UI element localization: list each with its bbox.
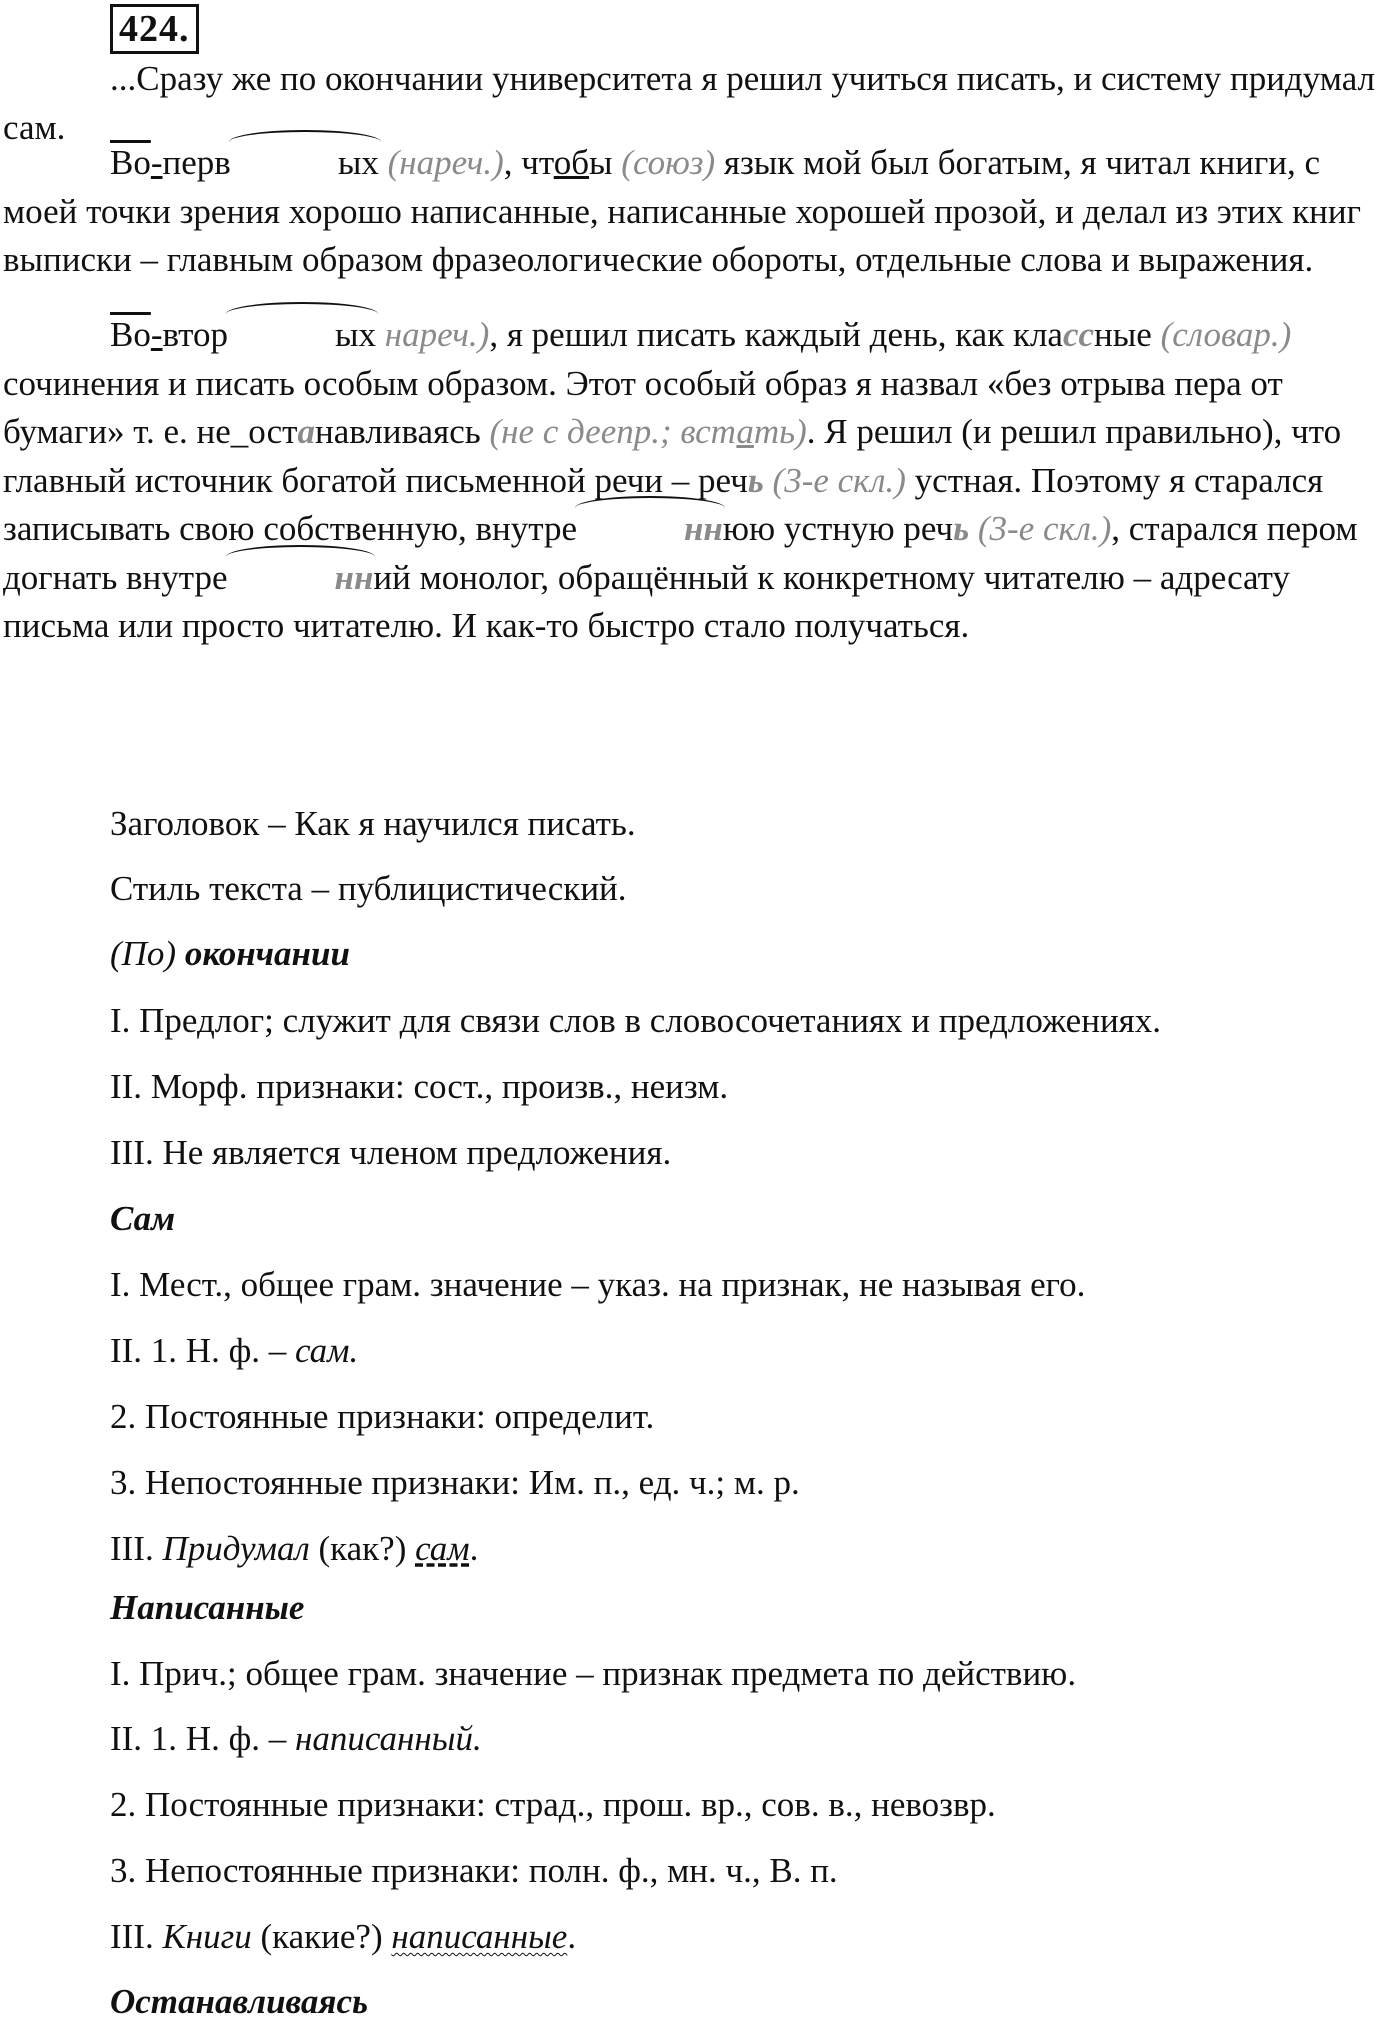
word-part: ные — [1094, 315, 1152, 354]
title-line: Заголовок – Как я научился писать. — [110, 804, 636, 843]
section-heading: Написанные — [110, 1588, 305, 1627]
text-run: . Я решил (и решил правильно), что главный источник богатой письменной речи – реч — [3, 412, 1342, 500]
grammar-note: (нареч.) — [378, 143, 504, 182]
text-run: написанный. — [295, 1719, 482, 1758]
text-run: III. — [110, 1917, 163, 1956]
ending-mark: ых — [228, 311, 376, 360]
word-part: ост — [248, 412, 298, 451]
grammar-note: (словар.) — [1151, 315, 1292, 354]
analysis-line — [110, 1715, 482, 1763]
heading-part: (По) — [110, 934, 177, 973]
word-part: перв — [162, 143, 231, 182]
spelling-highlight: ь — [953, 509, 970, 548]
word-part: Во — [110, 315, 151, 354]
word-part: - — [150, 315, 163, 354]
analysis-line: 2. Постоянные признаки: страд., прош. вр., сов. в., невозвр. — [110, 1785, 996, 1824]
heading-part: окончании — [176, 934, 350, 973]
exercise-number: 424. — [110, 4, 199, 54]
word-part: втор — [162, 315, 229, 354]
text-run: (как?) — [309, 1529, 416, 1568]
text-run: II. 1. Н. ф. – — [110, 1331, 296, 1370]
text-run: сам. — [295, 1331, 359, 1370]
grammar-note: (не с деепр.; вст — [480, 412, 737, 451]
text-run: , я решил писать каждый день, как кла — [489, 315, 1063, 354]
analysis-line — [110, 1525, 478, 1573]
word-part: - — [150, 143, 163, 182]
analysis-line: I. Предлог; служит для связи слов в словосочетаниях и предложениях. — [110, 1001, 1162, 1040]
spelling-highlight: а — [297, 412, 315, 451]
spelling-highlight: ь — [747, 460, 764, 500]
word-part: _ — [230, 412, 249, 451]
paragraph-intro: ...Сразу же по окончании университета я решил учиться писать, и систему придумал сам. — [3, 59, 1376, 147]
word-part: Во — [110, 143, 151, 182]
text-run: III. — [110, 1529, 163, 1568]
text-run: ий монолог, обращённый к конкретному читателю – адресату письма или просто читателю. И как-то быстро стало получаться. — [3, 557, 1291, 645]
grammar-note: (союз) — [612, 143, 716, 182]
analysis-line: I. Прич.; общее грам. значение – признак предмета по действию. — [110, 1654, 1077, 1693]
analysis-line: 2. Постоянные признаки: определит. — [110, 1397, 655, 1436]
text-run: Книги — [162, 1917, 252, 1956]
analysis-line — [110, 1327, 358, 1375]
text-run: устная. Поэтому я старался записывать свою собственную, внутре — [3, 460, 1324, 548]
text-run: язык мой был богатым, я читал книги, с моей точки зрения хорошо написанные, написанные хорошей прозой, и делал из этих книг выписки – главным образом фразеологические обороты, отдельные слова и выражения. — [3, 143, 1361, 279]
grammar-note: (3-е скл.) — [763, 460, 906, 500]
text-run: сам — [415, 1529, 470, 1568]
section-heading — [110, 930, 350, 978]
analysis-line: 3. Непостоянные признаки: полн. ф., мн. ч., В. п. — [110, 1851, 838, 1890]
analysis-line: III. Не является членом предложения. — [110, 1133, 672, 1172]
grammar-note: (3-е скл.) — [969, 509, 1112, 548]
analysis-line — [110, 1913, 576, 1961]
grammar-note: ть) — [753, 412, 807, 451]
word-part: ы — [589, 143, 613, 182]
paragraph-first — [3, 139, 1395, 285]
spelling-highlight: нн — [577, 505, 723, 554]
analysis-line: I. Мест., общее грам. значение – указ. на признак, не называя его. — [110, 1265, 1086, 1304]
text-run: написанные — [391, 1917, 568, 1956]
word-part: об — [553, 143, 590, 182]
text-run: II. 1. Н. ф. – — [110, 1719, 296, 1758]
text-run: . — [469, 1529, 479, 1568]
word-part: , чт — [503, 143, 554, 182]
section-heading: Останавливаясь — [110, 1982, 368, 2021]
text-run: юю устную реч — [722, 509, 954, 548]
text-run: сочинения и писать особым образом. Этот особый образ я назвал «без отрыва пера от бумаги» т. е. не — [3, 363, 1283, 451]
word-part: навливаясь — [314, 412, 481, 451]
section-heading: Сам — [110, 1199, 176, 1238]
style-line: Стиль текста – публицистический. — [110, 869, 627, 908]
text-run: . — [567, 1917, 577, 1956]
ending-mark: ых — [231, 139, 379, 188]
text-run: , старался пером догнать внутре — [3, 509, 1358, 597]
text-run: Придумал — [162, 1529, 310, 1568]
analysis-line: 3. Непостоянные признаки: Им. п., ед. ч.; м. р. — [110, 1463, 800, 1502]
grammar-note: а — [736, 412, 754, 451]
spelling-highlight: сс — [1062, 315, 1095, 354]
spelling-highlight: нн — [228, 554, 374, 603]
analysis-line: II. Морф. признаки: сост., произв., неизм. — [110, 1067, 729, 1106]
text-run: (какие?) — [251, 1917, 392, 1956]
paragraph-second — [3, 311, 1395, 651]
grammar-note: нареч.) — [376, 315, 490, 354]
